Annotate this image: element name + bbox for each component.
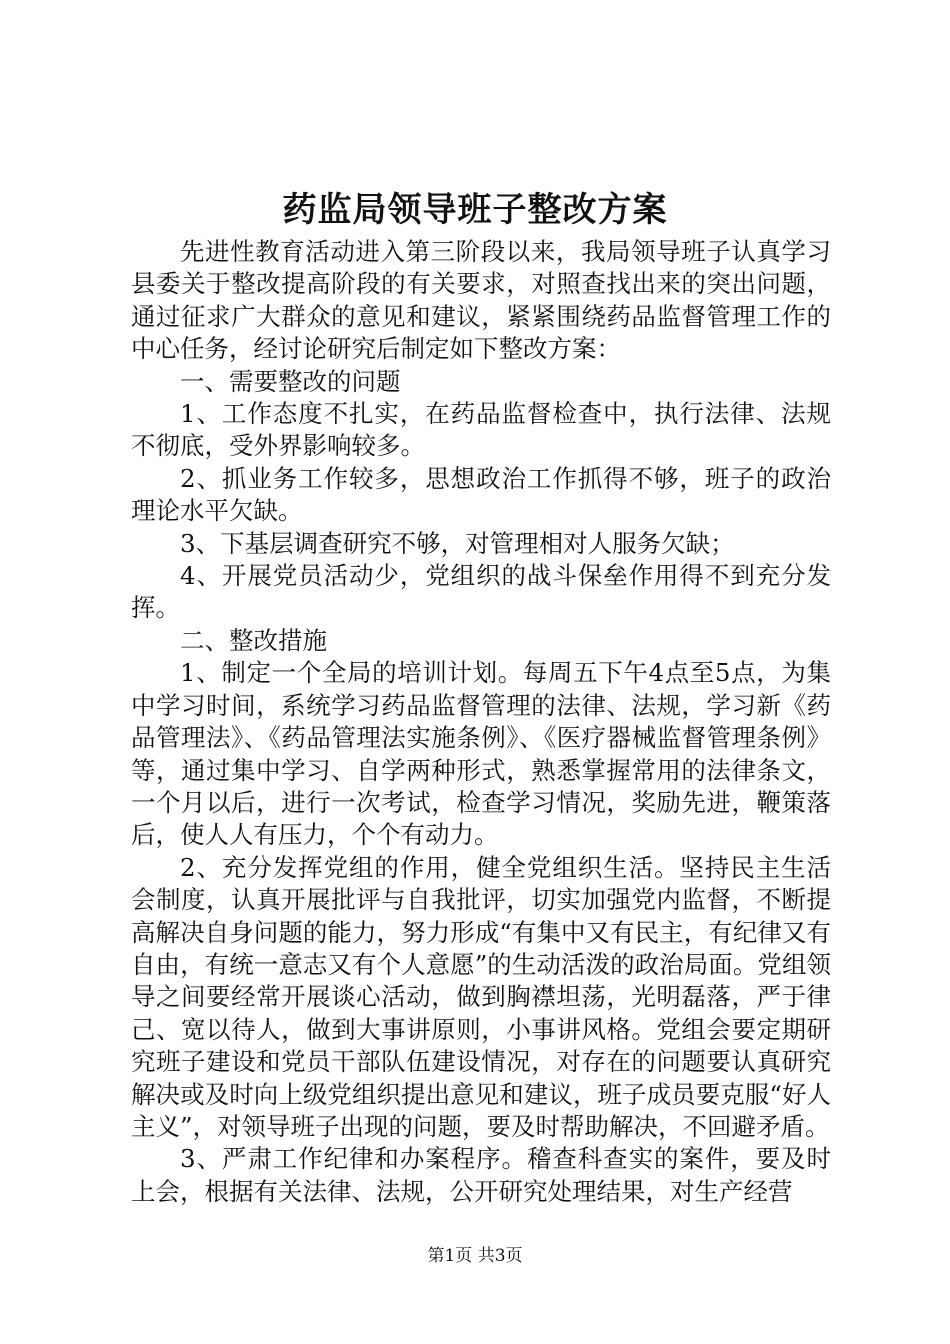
problem-item-3: 3、下基层调查研究不够，对管理相对人服务欠缺； [180,528,735,558]
problem-item-1: 1、工作态度不扎实，在药品监督检查中，执行法律、法规不彻底，受外界影响较多。 [131,399,831,461]
problem-item-4: 4、开展党员活动少，党组织的战斗保垒作用得不到充分发挥。 [131,561,831,623]
section-heading-problems: 一、需要整改的问题 [180,366,401,396]
section-heading-measures: 二、整改措施 [180,625,327,655]
measure-item-1: 1、制定一个全局的培训计划。每周五下午4点至5点，为集中学习时间，系统学习药品监督管理的法律、法规，学习新《药品管理法》、《药品管理法实施条例》、《医疗器械监督管理条例》等，通过集中学习、自学两种形式，熟悉掌握常用的法律条文，一个月以后，进行一次考试，检查学习情况，奖励先进，鞭策落后，使人人有压力，个个有动力。 [131,658,831,850]
intro-paragraph: 先进性教育活动进入第三阶段以来，我局领导班子认真学习县委关于整改提高阶段的有关要求，对照查找出来的突出问题，通过征求广大群众的意见和建议，紧紧围绕药品监督管理工作的中心任务，经讨论研究后制定如下整改方案： [131,237,831,364]
problem-item-2: 2、抓业务工作较多，思想政治工作抓得不够，班子的政治理论水平欠缺。 [131,463,831,526]
measure-item-3: 3、严肃工作纪律和办案程序。稽查科查实的案件，要及时上会，根据有关法律、法规，公开研究处理结果，对生产经营 [131,1144,831,1206]
document-body [131,236,831,1208]
document-title: 药监局领导班子整改方案 [282,190,668,230]
page-number-footer: 第1页 共3页 [427,1246,523,1266]
measure-item-2: 2、充分发挥党组的作用，健全党组织生活。坚持民主生活会制度，认真开展批评与自我批评，切实加强党内监督，不断提高解决自身问题的能力，努力形成“有集中又有民主，有纪律又有自由，有统一意志又有个人意愿”的生动活泼的政治局面。党组领导之间要经常开展谈心活动，做到胸襟坦荡，光明磊落，严于律己、宽以待人，做到大事讲原则，小事讲风格。党组会要定期研究班子建设和党员干部队伍建设情况，对存在的问题要认真研究解决或及时向上级党组织提出意见和建议，班子成员要克服“好人主义”，对领导班子出现的问题，要及时帮助解决，不回避矛盾。 [131,852,831,1141]
